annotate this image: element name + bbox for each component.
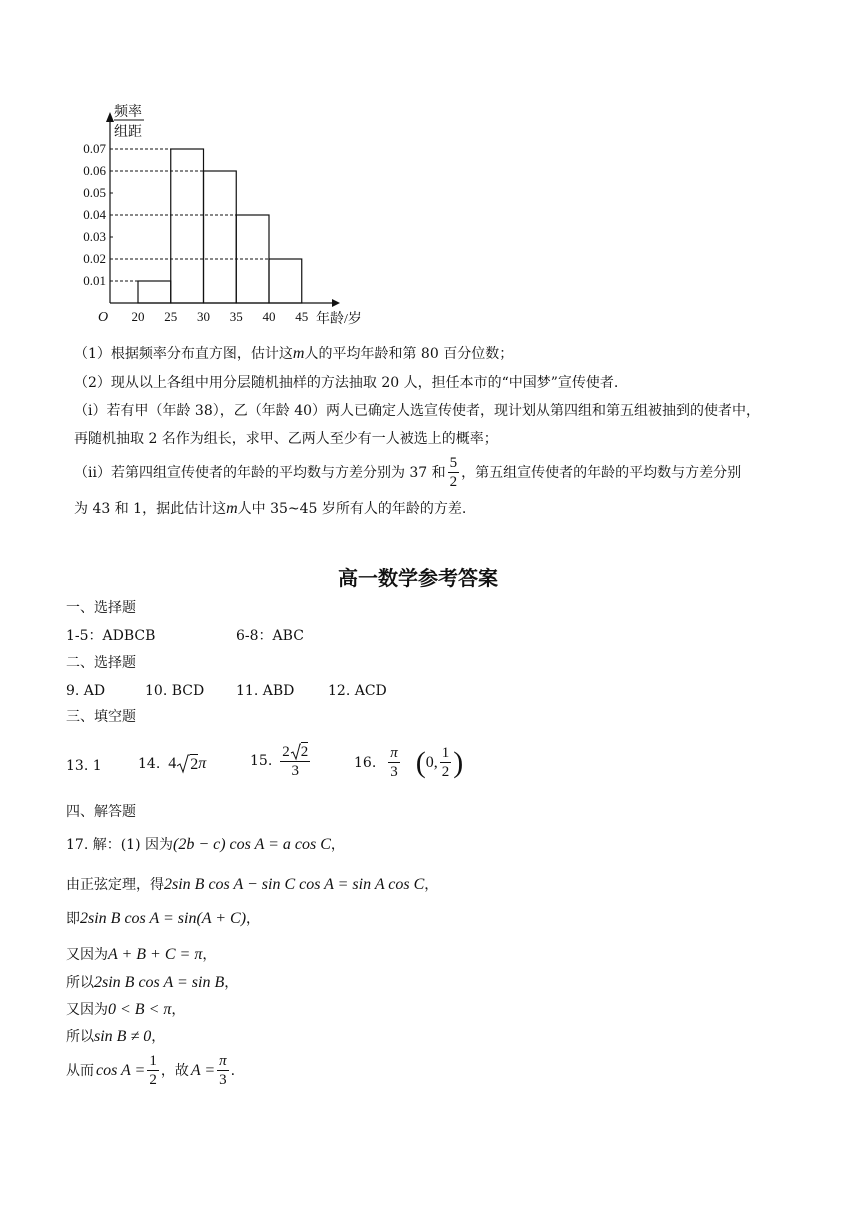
histogram-bar <box>204 171 237 303</box>
answer-12: 12. ACD <box>328 683 387 699</box>
question-part1: （1）根据频率分布直方图，估计这m人的平均年龄和第 80 百分位数； <box>74 345 514 362</box>
x-tick-label: 30 <box>197 309 210 324</box>
y-tick-label: 0.04 <box>83 207 106 222</box>
x-tick-label: 35 <box>229 309 243 324</box>
solution-17-line6: 又因为0 < B < π， <box>66 1001 186 1018</box>
histogram-bar <box>138 281 171 303</box>
y-axis-label-bottom: 组距 <box>114 125 142 140</box>
answer-14: 14. 4 2 π <box>138 755 207 773</box>
y-tick-label: 0.03 <box>83 229 106 244</box>
question-part2: （2）现从以上各组中用分层随机抽样的方法抽取 20 人，担任本市的“中国梦”宣传使者. <box>74 375 619 391</box>
y-tick-label: 0.05 <box>83 185 106 200</box>
sqrt-icon <box>290 743 301 761</box>
solution-17-line4: 又因为A + B + C = π， <box>66 946 217 963</box>
answer-9: 9. AD <box>66 683 106 699</box>
histogram-bar <box>171 149 204 303</box>
x-axis-arrow-icon <box>332 299 340 307</box>
y-tick-label: 0.06 <box>83 163 106 178</box>
solution-17-line3: 即2sin B cos A = sin(A + C)， <box>66 910 261 927</box>
y-axis-arrow-icon <box>106 112 114 122</box>
solution-17-line7: 所以sin B ≠ 0， <box>66 1028 166 1045</box>
answer-15: 15. 2 2 3 <box>250 743 309 779</box>
y-tick-label: 0.01 <box>83 273 106 288</box>
x-axis-label: 年龄/岁 <box>316 312 362 327</box>
x-tick-label: 45 <box>295 309 309 324</box>
section-2-heading: 二、选择题 <box>66 655 136 671</box>
question-part-i-line1: （i）若有甲（年龄 38），乙（年龄 40）两人已确定人选宣传使者，现计划从第四组和第五组被抽到的使者中， <box>74 403 761 419</box>
y-tick-label: 0.07 <box>83 141 106 156</box>
solution-17-line2: 由正弦定理，得2sin B cos A − sin C cos A = sin A cos C， <box>66 876 439 893</box>
question-part-ii-line1: （ii）若第四组宣传使者的年龄的平均数与方差分别为 37 和 $\frac{5}{2}$ ，第五组宣传使者的年龄的平均数与方差分别 <box>74 455 742 490</box>
answers-6-8: 6-8：ABC <box>236 628 304 644</box>
section-3-heading: 三、填空题 <box>66 709 136 725</box>
y-axis-label-top: 频率 <box>114 105 142 120</box>
frequency-histogram <box>70 98 400 330</box>
y-tick-label: 0.02 <box>83 251 106 266</box>
origin-label: O <box>98 310 109 325</box>
answer-11: 11. ABD <box>236 683 295 699</box>
x-tick-label: 25 <box>164 309 178 324</box>
histogram-bar <box>269 259 302 303</box>
solution-17-line8: 从而 cos A = $\frac{1}{2}$ ，故 A = $\frac{\pi}{3}$ . <box>66 1053 236 1088</box>
answer-13: 13. 1 <box>66 758 102 774</box>
var-m: m <box>292 345 305 362</box>
solution-17-line5: 所以2sin B cos A = sin B， <box>66 974 239 991</box>
section-4-heading: 四、解答题 <box>66 804 136 820</box>
section-1-heading: 一、选择题 <box>66 600 136 616</box>
solution-17-line1: 17. 解：(1) 因为(2b − c) cos A = a cos C， <box>66 836 345 853</box>
answer-10: 10. BCD <box>145 683 205 699</box>
sqrt-icon <box>176 753 190 775</box>
answer-16: 16. $\frac{\pi}{3}$ ( 0, $\frac{1}{2}$ ) <box>354 745 464 780</box>
answers-1-5: 1-5：ADBCB <box>66 628 156 644</box>
question-part-ii-line2: 为 43 和 1，据此估计这m人中 35~45 岁所有人的年龄的方差. <box>74 500 467 517</box>
question-part-i-line2: 再随机抽取 2 名作为组长，求甲、乙两人至少有一人被选上的概率； <box>74 431 498 447</box>
x-tick-label: 40 <box>262 309 276 324</box>
x-tick-label: 20 <box>131 309 145 324</box>
fraction-five-halves: $\frac{5}{2}$ <box>449 455 458 490</box>
answer-title: 高一数学参考答案 <box>338 566 498 590</box>
